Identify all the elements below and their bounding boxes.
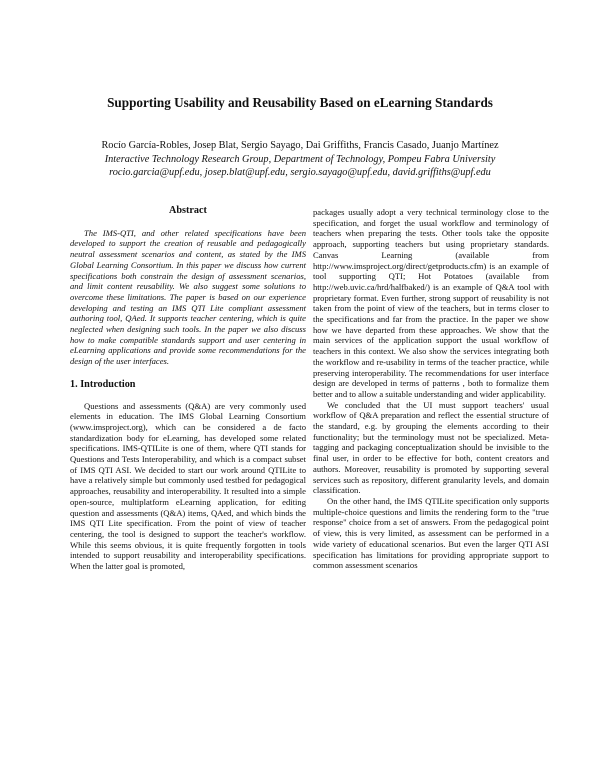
abstract-heading: Abstract xyxy=(169,205,207,216)
author-block xyxy=(30,139,570,180)
author-names: Rocío García-Robles, Josep Blat, Sergio Sayago, Dai Griffiths, Francis Casado, Juanjo Martínez xyxy=(101,140,499,151)
introduction-paragraph-1: Questions and assessments (Q&A) are very commonly used elements in education. The IMS Global Learning Consortium (www.imsproject.org), which can be considered a de facto standardization body for eLearning, has developed some related specifications. IMS-QTILite is one of them, where QTI stands for Questions and Tests Interoperability, and which is a compact subset of IMS QTI ASI. We decided to start our work around QTILite to have a relatively simple but commonly used testbed for pedagogical approaches, reusability and interoperability. It resulted into a simple open-source, multiplatform eLearning application, for editing question and assessments (Q&A) items, QAed, and which binds the IMS QTI Lite specification. From the point of view of teacher centering, the tool is designed to support the teacher's workflow. While this seems obvious, it is quite frequently forgotten in tools intended to support reusability and interoperability specifications. When the latter goal is promoted, xyxy=(70,400,306,572)
introduction-paragraph-2: We concluded that the UI must support teachers' usual workflow of Q&A preparation and reflect the essential structure of the standard, e.g. by grouping the elements according to their functionality; but the terminology must not be specialized. Meta-tagging and packaging conceptualization should be invisible to the final user, in order to be effective for both, content creators and authors. Moreover, reusability is promoted by supporting several services such as repository, different granularity levels, and domain classification. xyxy=(313,399,549,496)
author-emails: rocio.garcia@upf.edu, josep.blat@upf.edu, sergio.sayago@upf.edu, david.griffiths@upf.edu xyxy=(109,167,491,178)
author-affiliation: Interactive Technology Research Group, Department of Technology, Pompeu Fabra University xyxy=(104,153,496,165)
right-column xyxy=(313,207,549,571)
abstract-text: The IMS-QTI, and other related specifications have been developed to support the creation of reusable and pedagogically neutral assessment scenarios and content, as stated by the IMS Global Learning Consortium. In this paper we discuss how current specifications both constrain the design of assessment scenarios, and limit content reusability. We also suggest some solutions to overcome these limitations. The paper is based on our experience developing and testing an IMS QTI Lite compliant assessment authoring tool, QAed. It supports teacher centering, which is quite neglected when designing such tools. In the paper we also discuss how to make compatible standards support and user centering in eLearning applications and provide some recommendations for the design of the user interfaces. xyxy=(70,227,306,367)
introduction-paragraph-1-continued: packages usually adopt a very technical terminology close to the specification, and forget the usual workflow and terminology of teachers when preparing the tests. Other tools take the opposite approach, supporting teachers but using proprietary standards. Canvas Learning (available from http://www.imsproject.org/direct/getproducts.cfm) is an example of tool supporting QTI; Hot Potatoes (available from http://web.uvic.ca/hrd/halfbaked/) is an example of Q&A tool with proprietary format. Even further, strong support of reusability is not taken from the point of view of the teachers, but in terms closer to the specifications and far from the practice. In the paper we show how we have departed from these approaches. We show that the main services of the application support the usual workflow of teachers in this context. We also show the services integrating both the workflow and re-usability in terms of the teacher practice, while preserving interoperability. The recommendations for user interface design are developed in terms of patterns , both to formalize them better and to allow a suitable understanding and wider applicability. xyxy=(313,207,549,399)
left-column xyxy=(70,206,306,572)
introduction-paragraph-3: On the other hand, the IMS QTILite specification only supports multiple-choice questions and limits the rendering form to the "true response" choice from a set of answers. From the pedagogical point of view, this is very limited, as assessment can be performed in a wide variety of educational scenarios. But even the larger QTI ASI specification has limitations for providing appropriate support to common assessment scenarios xyxy=(313,495,549,571)
paper-title: Supporting Usability and Reusability Based on eLearning Standards xyxy=(107,95,493,110)
introduction-heading: 1. Introduction xyxy=(70,378,136,390)
